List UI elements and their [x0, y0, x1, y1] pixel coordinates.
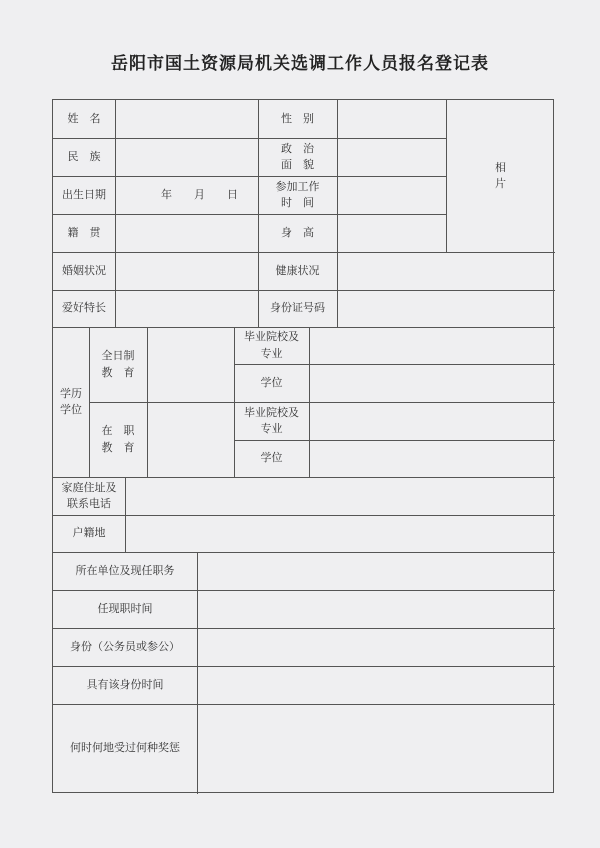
form-title: 岳阳市国土资源局机关选调工作人员报名登记表 [111, 54, 489, 74]
position-time-field[interactable] [198, 590, 555, 628]
fulltime-degree-label: 学位 [260, 375, 283, 389]
inservice-degree-label: 学位 [260, 451, 283, 465]
fulltime-education-label [89, 327, 147, 402]
inservice-school-label-2: 专业 [260, 422, 283, 435]
native-place-label: 籍 贯 [67, 225, 101, 239]
health-status-field[interactable] [338, 252, 555, 290]
employer-position-field[interactable] [198, 552, 555, 590]
fulltime-school-field[interactable] [310, 327, 555, 364]
birth-date-label: 出生日期 [62, 187, 106, 201]
marital-status-label: 婚姻状况 [62, 263, 106, 277]
ethnicity-field[interactable] [116, 138, 258, 176]
position-time-label: 任现职时间 [97, 601, 153, 615]
employer-position-label: 所在单位及现任职务 [75, 563, 175, 577]
ethnicity-label: 民 族 [67, 149, 101, 163]
photo-label-2: 片 [495, 177, 506, 190]
education-label-1: 学历 [60, 386, 82, 400]
inservice-education-label [89, 402, 147, 477]
identity-field[interactable] [198, 628, 555, 666]
political-status-label-1: 政 治 [281, 141, 314, 155]
health-status-label: 健康状况 [275, 263, 320, 277]
address-label-1: 家庭住址及 [61, 480, 117, 494]
height-field[interactable] [338, 214, 446, 252]
registration-form [52, 99, 554, 793]
fulltime-school-label [234, 327, 309, 364]
photo-label-1: 相 [495, 160, 506, 174]
awards-field[interactable] [198, 704, 555, 792]
name-label: 姓 名 [67, 111, 101, 125]
political-status-label-2: 面 貌 [281, 158, 314, 171]
birth-date-field[interactable]: 年 月 日 [161, 187, 238, 201]
work-start-label-2: 时 间 [281, 196, 314, 209]
awards-label: 何时何地受过何种奖惩 [70, 740, 180, 754]
hobbies-field[interactable] [116, 290, 258, 327]
height-label: 身 高 [281, 225, 314, 239]
household-field[interactable] [126, 515, 555, 552]
fulltime-label-1: 全日制 [101, 349, 135, 362]
identity-time-field[interactable] [198, 666, 555, 704]
fulltime-school-label-2: 专业 [260, 346, 283, 360]
native-place-field[interactable] [116, 214, 258, 252]
photo-box[interactable] [446, 100, 555, 252]
marital-status-field[interactable] [116, 252, 258, 290]
work-start-label-1: 参加工作 [275, 179, 320, 193]
education-label-2: 学位 [60, 403, 82, 416]
work-start-label [258, 176, 337, 214]
identity-time-label: 具有该身份时间 [86, 677, 164, 691]
fulltime-education-field[interactable] [148, 327, 234, 402]
inservice-label-1: 在 职 [101, 424, 135, 437]
fulltime-label-2: 教 育 [101, 365, 135, 379]
political-status-field[interactable] [338, 138, 446, 176]
inservice-school-field[interactable] [310, 402, 555, 440]
hobbies-label: 爱好特长 [62, 301, 106, 315]
id-number-field[interactable] [338, 290, 555, 327]
fulltime-degree-field[interactable] [310, 364, 555, 402]
inservice-school-label [234, 402, 309, 440]
inservice-school-label-1: 毕业院校及 [244, 405, 299, 419]
address-label-2: 联系电话 [67, 497, 111, 510]
inservice-degree-field[interactable] [310, 440, 555, 477]
identity-label: 身份（公务员或参公） [70, 639, 180, 653]
fulltime-school-label-1: 毕业院校及 [244, 330, 299, 343]
address-phone-field[interactable] [126, 477, 555, 515]
id-number-label: 身份证号码 [270, 301, 325, 315]
inservice-label-2: 教 育 [101, 440, 135, 454]
name-field[interactable] [116, 100, 258, 138]
political-status-label [258, 138, 337, 176]
gender-field[interactable] [338, 100, 446, 138]
address-phone-label [53, 477, 125, 515]
inservice-education-field[interactable] [148, 402, 234, 477]
gender-label: 性 别 [281, 111, 314, 125]
household-label: 户籍地 [72, 526, 106, 540]
education-degree-label [53, 327, 89, 477]
work-start-field[interactable] [338, 176, 446, 214]
